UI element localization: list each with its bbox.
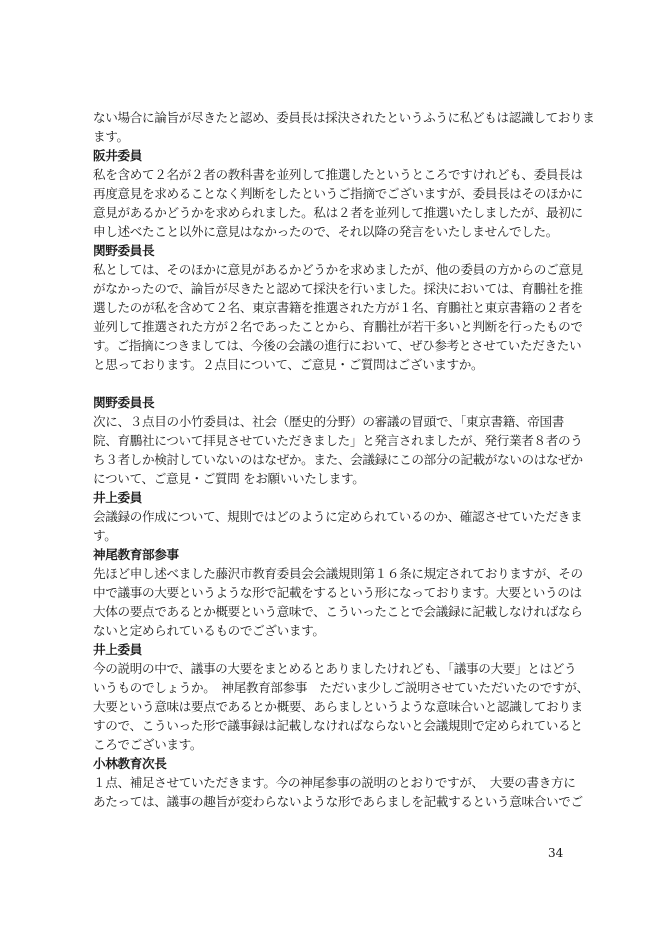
text-line: 今の説明の中で、議事の大要をまとめるとありましたけれども、「議事の大要」とはどう <box>93 661 577 676</box>
document-body <box>93 108 595 811</box>
speaker-name: 神尾教育部参事 <box>93 547 179 562</box>
text-line: 私を含めて２名が２者の教科書を並列して推選したというところですけれども、委員長は <box>93 167 583 182</box>
page-number: 34 <box>548 846 564 860</box>
text-line: ころでございます。 <box>93 737 203 752</box>
text-line: 先ほど申し述べました藤沢市教育委員会会議規則第１６条に規定されておりますが、その <box>93 566 583 581</box>
speaker-name: 関野委員長 <box>93 395 155 410</box>
text-line: 会議録の作成について、規則ではどのように定められているのか、確認させていただきま <box>93 509 583 524</box>
text-line: 選したのが私を含めて２名、東京書籍を推選された方が１名、育鵬社と東京書籍の２者を <box>93 300 583 315</box>
text-line: ち３者しか検討していないのはなぜか。また、会議録にこの部分の記載がないのはなぜか <box>93 452 583 467</box>
text-line: がなかったので、論旨が尽きたと認めて採決を行いました。採決においては、育鵬社を推 <box>93 281 583 296</box>
text-line: 中で議事の大要というような形で記載をするという形になっております。大要というのは <box>93 585 582 600</box>
text-line: ます。 <box>93 129 129 144</box>
text-line: すので、こういった形で議事録は記載しなければならないと会議規則で定められていると <box>93 718 583 733</box>
speaker-name: 関野委員長 <box>93 243 155 258</box>
speaker-name: 井上委員 <box>93 642 142 657</box>
text-line: 大要という意味は要点であるとか概要、あらましというような意味合いと認識しておりま <box>93 699 583 714</box>
speaker-name: 小林教育次長 <box>93 756 167 771</box>
text-line: について、ご意見・ご質問 をお願いいたします。 <box>93 471 365 486</box>
text-line: あたっては、議事の趣旨が変わらないような形であらましを記載するという意味合いでご <box>93 794 583 809</box>
text-line: と思っております。２点目について、ご意見・ご質問はございますか。 <box>93 357 484 372</box>
text-line: す。ご指摘につきましては、今後の会議の進行において、ぜひ参考とさせていただきたい <box>93 338 582 353</box>
speaker-name: 阪井委員 <box>93 148 142 163</box>
text-line: す。 <box>93 528 117 543</box>
text-line: いうものでしょうか。 神尾教育部参事 ただいま少しご説明させていただいたのですが、 <box>93 680 589 695</box>
text-line: ないと定められているものでございます。 <box>93 623 325 638</box>
text-line: 意見があるかどうかを求められました。私は２者を並列して推選いたしましたが、最初に <box>93 205 583 220</box>
text-line: 並列して推選された方が２名であったことから、育鵬社が若干多いと判断を行ったもので <box>93 319 583 334</box>
text-line: １点、補足させていただきます。今の神尾参事の説明のとおりですが、 大要の書き方に <box>93 775 576 790</box>
text-line: 再度意見を求めることなく判断をしたというご指摘でございますが、委員長はそのほかに <box>93 186 583 201</box>
text-line: 申し述べたこと以外に意見はなかったので、それ以降の発言をいたしませんでした。 <box>93 224 559 239</box>
speaker-name: 井上委員 <box>93 490 142 505</box>
text-line: 大体の要点であるとか概要という意味で、こういったことで会議録に記載しなければなら <box>93 604 583 619</box>
text-line: ない場合に論旨が尽きたと認め、委員長は採決されたというふうに私どもは認識しておりま <box>93 110 595 125</box>
text-line: 次に、３点目の小竹委員は、社会（歴史的分野）の審議の冒頭で、「東京書籍、帝国書 <box>93 414 564 429</box>
blank-line <box>93 374 573 393</box>
text-line: 私としては、そのほかに意見があるかどうかを求めましたが、他の委員の方からのご意見 <box>93 262 583 277</box>
text-line: 院、育鵬社について拝見させていただきました」と発言されましたが、発行業者８者のう <box>93 433 583 448</box>
